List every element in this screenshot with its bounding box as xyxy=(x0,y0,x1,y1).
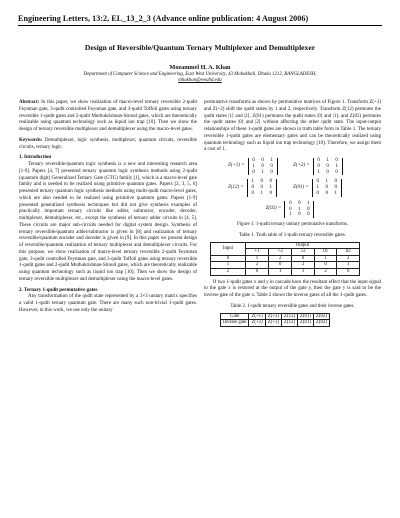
table1-caption: Table 1. Truth table of 1-qudit ternary reversible gates. xyxy=(239,232,346,238)
left-column xyxy=(19,100,197,315)
table-cell: 0 xyxy=(337,269,360,276)
matrix-entry: 0 xyxy=(325,190,328,196)
matrix-entry: 0 xyxy=(316,190,319,196)
matrix-entry: 1 xyxy=(261,169,264,175)
matrix xyxy=(293,158,352,175)
table-cell: Z(+1) xyxy=(249,313,265,320)
matrix-entry: 1 xyxy=(260,190,263,196)
table-cell: 1 xyxy=(337,262,360,269)
matrix-entry: 1 xyxy=(307,200,310,206)
keywords-text: Demultiplexer, logic synthesis, multiplexer, quantum circuits, reversible circuits, ternary logic. xyxy=(19,137,198,150)
matrix-name: Z(01) = xyxy=(293,184,309,190)
figure1-caption: Figure 1. 1-qudit ternary unitary permutative transforms. xyxy=(236,222,349,228)
matrix-entry: 1 xyxy=(270,158,273,163)
matrix-body xyxy=(247,179,277,196)
table2-row-label: Inverse gate xyxy=(221,320,249,327)
running-header: Engineering Letters, 13:2, EL_13_2_3 (Advance online publication: 4 August 2006) xyxy=(18,14,309,23)
matrix-entry: 0 xyxy=(326,163,329,169)
abstract-text: In this paper, we show realization of macro-level ternary reversible 2-qudit Feynman gate, 3-qudit controlled Feynman gate, and 3-qudit Toffoli gates using ternary reversible 1-qudit gates and 2-qudit Muthukrishnan-Stroud gates, which are theoretically realizable using quantum technology such as liquid ion trap [10]. Then we show the design of ternary reversible multiplexer and demultiplexer using the macro-level gates. xyxy=(19,100,198,132)
matrix-entry: 0 xyxy=(335,158,338,163)
matrix xyxy=(293,179,352,196)
table-cell: 2 xyxy=(337,255,360,262)
matrix-entry: 1 xyxy=(326,158,329,163)
matrix-entry: 1 xyxy=(289,212,292,218)
matrix-entry: 0 xyxy=(261,163,264,169)
table-cell: 2 xyxy=(292,262,315,269)
matrix-entry: 1 xyxy=(251,179,254,185)
matrix-entry: 0 xyxy=(326,169,329,175)
table-cell: 2 xyxy=(211,269,246,276)
matrix-entry: 0 xyxy=(270,163,273,169)
table2-caption: Table 2. 1-qudit ternary reversible gates and their inverse gates. xyxy=(230,303,355,309)
matrix-entry: 0 xyxy=(260,185,263,191)
matrix xyxy=(228,158,287,175)
matrix-name: Z(02) = xyxy=(265,206,282,212)
matrix-entry: 1 xyxy=(316,185,319,191)
abstract-label: Abstract: xyxy=(19,100,40,105)
matrix-entry: 0 xyxy=(307,206,310,212)
matrix-entry: 0 xyxy=(307,212,310,218)
matrix-name: Z(+1) = xyxy=(228,163,245,169)
affiliation-text: Department of Computer Science and Engineering, East West University, 43 Mohakhali, Dhaka 1212, BANGLADESH, xyxy=(83,72,317,77)
keywords xyxy=(19,138,197,152)
matrix xyxy=(266,201,315,218)
author-affiliation xyxy=(0,72,400,85)
abstract xyxy=(19,100,197,134)
intro-paragraph: Ternary reversible/quantum logic synthesis is a new and interesting research area [1-9]. Papers [4, 7] presented ternary quantum logic synthesis methods using 2-qudit (quantum digit) Generalized Ternary Gate (GTG) family [1], which is a macro-level gate family and is needed to be realized using primitive quantum gates. Papers [2, 3, 5, 6] presented ternary quantum logic synthesis methods using multi-qudit macro-level gates, which are also needed to be realized using primitive quantum gates. Papers [1-9] presented generalized synthesis techniques but did not give synthesis examples of practically important ternary circuits like adder, subtractor, encoder, decoder, multiplexer, demultiplexer, etc., except the synthesis of ternary adder circuits in [4, 5]. These circuits are major sub-circuits needed for digital system design. Synthesis of ternary reversible/quantum adder/subtractor is given in [8] and realization of ternary reversible/quantum encoder and decoder is given in [9]. In this paper we present design of reversible/quantum realization of ternary multiplexer and demultiplexer circuits. For this purpose, we show realization of macro-level ternary reversible 2-qudit Feynman gate, 3-qudit controlled Feynman gate, and 3-qudit Toffoli gates using ternary reversible 1-qudit gates and 2-qudit Muthukrishnan-Stroud gates, which are theoretically realizable using quantum technology such as liquid ion trap [10]. Then we show the design of ternary reversible multiplexer and demultiplexer using the macro-level gates. xyxy=(19,162,197,282)
table-cell: Z(01) xyxy=(298,320,314,327)
matrix-entry: 0 xyxy=(270,169,273,175)
matrix-body xyxy=(284,201,314,218)
right-paragraph-1: permutative transforms as shown by permutative matrices of Figure 1. Transform Z(+1) and Z(+2) shift the qudit states by 1 and 2, respectively. Transform Z(12) permutes the qudit states |1⟩ and |2⟩, Z(01) permutes the qudit states |0⟩ and |1⟩, and Z(02) permutes the qudit states |0⟩ and |2⟩ without affecting the other qudit state. The input-output relationships of these 1-qudit gates are shown in truth table form in Table 1. The ternary reversible 1-qudit gates are elementary gates and can be theoretically realized using quantum technology such as liquid ion trap technology [10]. Therefore, we assign them a cost of 1. xyxy=(204,100,381,153)
matrix-entry: 1 xyxy=(269,185,272,191)
matrix-entry: 0 xyxy=(252,158,255,163)
matrix-entry: 1 xyxy=(334,190,337,196)
table-cell: 0 xyxy=(269,262,292,269)
matrix-entry: 1 xyxy=(335,163,338,169)
table-cell: 0 xyxy=(314,262,337,269)
table-cell: 1 xyxy=(269,269,292,276)
table1-subheader: 12 xyxy=(292,249,315,256)
matrix-entry: 0 xyxy=(317,158,320,163)
section2-paragraph: Any transformation of the qudit state represented by a 3×3 unitary matrix specifies a valid 1-qudit ternary quantum gate. There are many such non-trivial 1-qudit gates. However, in this work, we use only the unitary xyxy=(19,294,197,313)
matrix-entry: 0 xyxy=(317,163,320,169)
matrix-entry: 1 xyxy=(317,169,320,175)
matrix-entry: 0 xyxy=(289,206,292,212)
matrix-entry: 0 xyxy=(251,185,254,191)
matrix-entry: 1 xyxy=(252,163,255,169)
matrix-entry: 0 xyxy=(334,185,337,191)
matrix-entry: 0 xyxy=(269,190,272,196)
table-cell: Z(+2) xyxy=(249,320,265,327)
right-paragraph-2: If two 1-qudit gates x and y in cascade have the resultant effect that the input signal to the gate x is restored at the output of the gate y, then the gate y is said to be the inverse gate of the gate x. Table 2 shows the inverse gates of all the 1-qudit gates. xyxy=(204,279,381,299)
matrix-entry: 0 xyxy=(251,190,254,196)
matrix-entry: 0 xyxy=(289,200,292,206)
matrix-row xyxy=(288,212,310,218)
author-email[interactable]: mhakhan@ewubd.edu xyxy=(178,78,222,84)
matrix-entry: 0 xyxy=(261,158,264,163)
matrix-row xyxy=(252,170,274,176)
table-cell: 0 xyxy=(211,255,246,262)
matrix-entry: 0 xyxy=(260,179,263,185)
table-cell: 0 xyxy=(245,269,268,276)
table-cell: 1 xyxy=(245,255,268,262)
table-cell: 1 xyxy=(211,262,246,269)
paper-title: Design of Reversible/Quantum Ternary Multiplexer and Demultiplexer xyxy=(84,43,316,52)
table-cell: Z(02) xyxy=(313,313,329,320)
matrix-row xyxy=(316,191,338,197)
table-cell: 0 xyxy=(292,255,315,262)
table-row xyxy=(211,269,360,276)
figure1-matrices xyxy=(228,158,352,218)
table2 xyxy=(220,313,330,327)
table1-input-header: Input xyxy=(211,242,246,255)
matrix-name: Z(12) = xyxy=(228,184,244,190)
table-cell: Z(12) xyxy=(282,313,298,320)
author-name: Mozammel H. A. Khan xyxy=(169,64,231,71)
table1-subheader: 01 xyxy=(314,249,337,256)
matrix-entry: 1 xyxy=(298,206,301,212)
matrix-entry: 0 xyxy=(269,179,272,185)
table-cell: Z(12) xyxy=(282,320,298,327)
table-row xyxy=(221,313,330,320)
matrix-entry: 0 xyxy=(298,200,301,206)
matrix xyxy=(228,179,287,196)
table-cell: 1 xyxy=(314,255,337,262)
matrix-entry: 0 xyxy=(325,185,328,191)
table-row xyxy=(211,255,360,262)
matrix-body xyxy=(312,179,342,196)
table1 xyxy=(210,242,360,276)
table1-output-header: Output xyxy=(245,242,359,249)
matrix-entry: 0 xyxy=(316,179,319,185)
matrix-body xyxy=(248,158,278,175)
table2-row-label: Gate xyxy=(221,313,249,320)
section2-heading: 2. Ternary 1-qudit permutative gates xyxy=(19,287,98,293)
table-cell: Z(+2) xyxy=(265,313,281,320)
table-cell: Z(+1) xyxy=(265,320,281,327)
table-row xyxy=(211,262,360,269)
table-row xyxy=(221,320,330,327)
header-rule xyxy=(18,25,382,26)
keywords-label: Keywords: xyxy=(19,137,43,143)
table1-subheader: 02 xyxy=(337,249,360,256)
table1-subheader: +1 xyxy=(245,249,268,256)
table-cell: Z(01) xyxy=(298,313,314,320)
table1-subheader: +2 xyxy=(269,249,292,256)
matrix-name: Z(+2) = xyxy=(293,163,310,169)
matrix-entry: 1 xyxy=(325,179,328,185)
table-cell: 1 xyxy=(292,269,315,276)
matrix-row xyxy=(251,191,273,197)
matrix-body xyxy=(313,158,343,175)
table-cell: 2 xyxy=(245,262,268,269)
matrix-entry: 0 xyxy=(252,169,255,175)
matrix-row xyxy=(317,170,339,176)
matrix-entry: 0 xyxy=(334,179,337,185)
table-cell: Z(02) xyxy=(313,320,329,327)
matrix-entry: 0 xyxy=(298,212,301,218)
matrix-entry: 0 xyxy=(335,169,338,175)
right-column xyxy=(204,100,381,327)
table-cell: 2 xyxy=(269,255,292,262)
intro-heading: 1. Introduction xyxy=(19,155,52,161)
table-cell: 2 xyxy=(314,269,337,276)
